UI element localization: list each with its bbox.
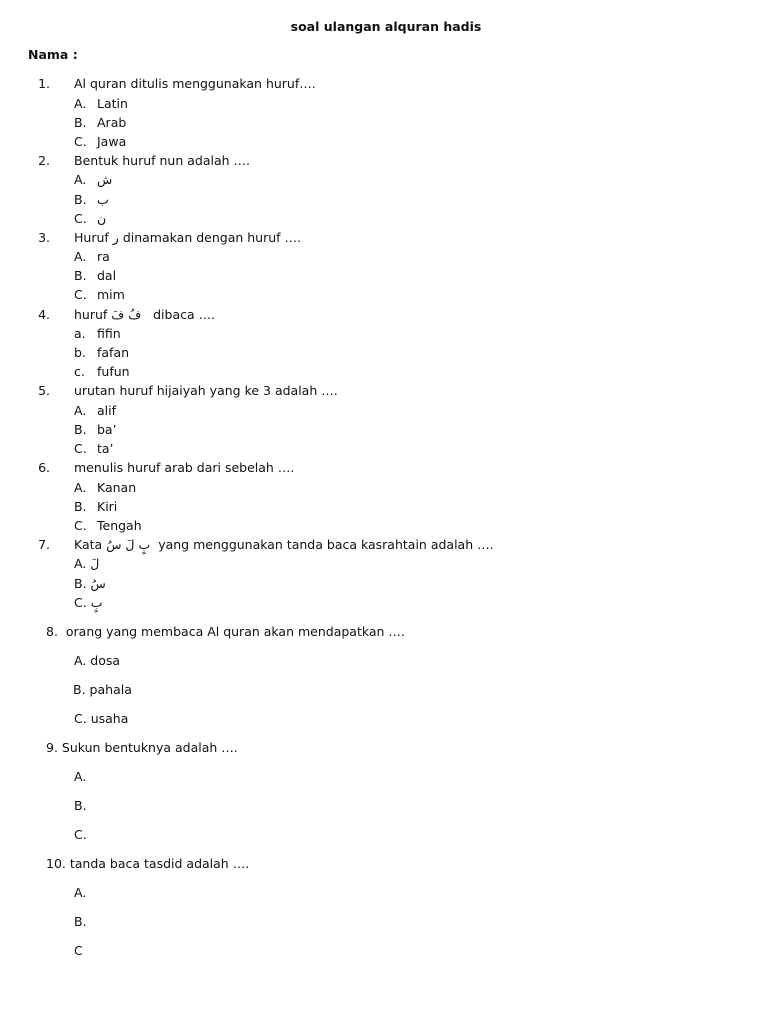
option <box>74 885 86 901</box>
option-letter: C. <box>74 287 87 302</box>
arabic-word: بٍ لَ سُ <box>106 537 151 552</box>
name-label: Nama : <box>28 47 78 62</box>
option-letter: A. <box>74 769 87 784</box>
option-text: ب <box>97 192 109 207</box>
option-letter: A. <box>74 249 87 264</box>
question-text: tanda baca tasdid adalah …. <box>69 856 250 871</box>
question-text: Kata بٍ لَ سُ yang menggunakan tanda baca kasrahtain adalah …. <box>74 537 494 552</box>
option-text: بٍ <box>90 595 103 610</box>
option-text: Latin <box>97 96 128 111</box>
question-text: urutan huruf hijaiyah yang ke 3 adalah …. <box>74 383 338 398</box>
option-letter: B. <box>74 798 87 813</box>
question-text: Bentuk huruf nun adalah …. <box>74 153 251 168</box>
question-number: 8. <box>46 624 58 639</box>
option-letter: C <box>74 943 83 958</box>
option-text: usaha <box>90 711 129 726</box>
option-letter: B. <box>74 192 87 207</box>
option-text: ش <box>97 172 113 187</box>
question-number: 6. <box>38 460 50 475</box>
option-letter: B. <box>73 682 86 697</box>
option <box>74 96 128 112</box>
question-text: Al quran ditulis menggunakan huruf…. <box>74 76 316 91</box>
option <box>74 211 107 227</box>
option-letter: B. <box>74 268 87 283</box>
question-number: 7. <box>38 537 50 552</box>
question-number: 4. <box>38 307 50 322</box>
option <box>74 364 130 380</box>
option-text: fafan <box>97 345 130 360</box>
option-letter: C. <box>74 134 87 149</box>
option-text: ra <box>97 249 110 264</box>
question-number: 3. <box>38 230 50 245</box>
option-letter: C. <box>74 827 87 842</box>
option <box>74 798 87 814</box>
option <box>74 480 137 496</box>
option <box>73 682 132 698</box>
option <box>74 653 120 669</box>
option-text: ba’ <box>97 422 117 437</box>
option-text: سُ <box>90 576 106 591</box>
option-letter: B. <box>74 576 87 591</box>
option-text: alif <box>97 403 117 418</box>
option-text: Kiri <box>97 499 118 514</box>
option <box>74 172 113 188</box>
option <box>74 249 110 265</box>
option <box>74 287 125 303</box>
option <box>74 403 117 419</box>
option-letter: A. <box>74 403 87 418</box>
option <box>74 595 102 611</box>
option <box>74 345 130 361</box>
question-text: menulis huruf arab dari sebelah …. <box>74 460 295 475</box>
option-letter: B. <box>74 422 87 437</box>
option-text: mim <box>97 287 125 302</box>
question-number: 2. <box>38 153 50 168</box>
option-text: dosa <box>90 653 121 668</box>
option <box>74 268 117 284</box>
option-letter: A. <box>74 96 87 111</box>
option-letter: C. <box>74 711 87 726</box>
option-letter: A. <box>74 172 87 187</box>
question-text: orang yang membaca Al quran akan mendapatkan …. <box>65 624 405 639</box>
option-letter: B. <box>74 499 87 514</box>
option-text: pahala <box>89 682 132 697</box>
option <box>74 943 83 959</box>
option <box>74 576 106 592</box>
option <box>74 556 99 572</box>
option-text: Arab <box>97 115 127 130</box>
option-text: fifin <box>97 326 121 341</box>
option-text: Kanan <box>97 480 137 495</box>
option-text: لَ <box>90 556 100 571</box>
question-text: Huruf ر dinamakan dengan huruf …. <box>74 230 302 245</box>
question-text: Sukun bentuknya adalah …. <box>61 740 238 755</box>
question-10 <box>46 856 249 872</box>
option-letter: B. <box>74 914 87 929</box>
option <box>74 711 128 727</box>
question-number: 1. <box>38 76 50 91</box>
question-9 <box>46 740 238 756</box>
option-text: Jawa <box>97 134 127 149</box>
option <box>74 769 86 785</box>
option-letter: a. <box>74 326 86 341</box>
option <box>74 422 117 438</box>
question-8 <box>46 624 405 640</box>
option-letter: B. <box>74 115 87 130</box>
option-text: fufun <box>97 364 130 379</box>
question-text: huruf فُ فَ dibaca …. <box>74 307 216 322</box>
option <box>74 326 121 342</box>
option <box>74 518 142 534</box>
option <box>74 499 118 515</box>
option-letter: A. <box>74 885 87 900</box>
option <box>74 115 127 131</box>
option <box>74 914 87 930</box>
option-letter: C. <box>74 595 87 610</box>
question-number: 9. <box>46 740 58 755</box>
option-letter: c. <box>74 364 85 379</box>
page-title: soal ulangan alquran hadis <box>290 19 482 34</box>
question-number: 10. <box>46 856 66 871</box>
option-letter: A. <box>74 653 87 668</box>
option <box>74 441 114 457</box>
option-letter: b. <box>74 345 86 360</box>
option-letter: A. <box>74 480 87 495</box>
option <box>74 134 127 150</box>
option-text: Tengah <box>97 518 142 533</box>
option <box>74 192 109 208</box>
arabic-letters: فُ فَ <box>111 307 142 322</box>
option-letter: C. <box>74 441 87 456</box>
option-letter: A. <box>74 556 87 571</box>
option-text: dal <box>97 268 117 283</box>
option-letter: C. <box>74 518 87 533</box>
arabic-letter: ر <box>112 230 119 245</box>
option <box>74 827 87 843</box>
option-letter: C. <box>74 211 87 226</box>
option-text: ن <box>97 211 107 226</box>
question-number: 5. <box>38 383 50 398</box>
option-text: ta’ <box>97 441 114 456</box>
